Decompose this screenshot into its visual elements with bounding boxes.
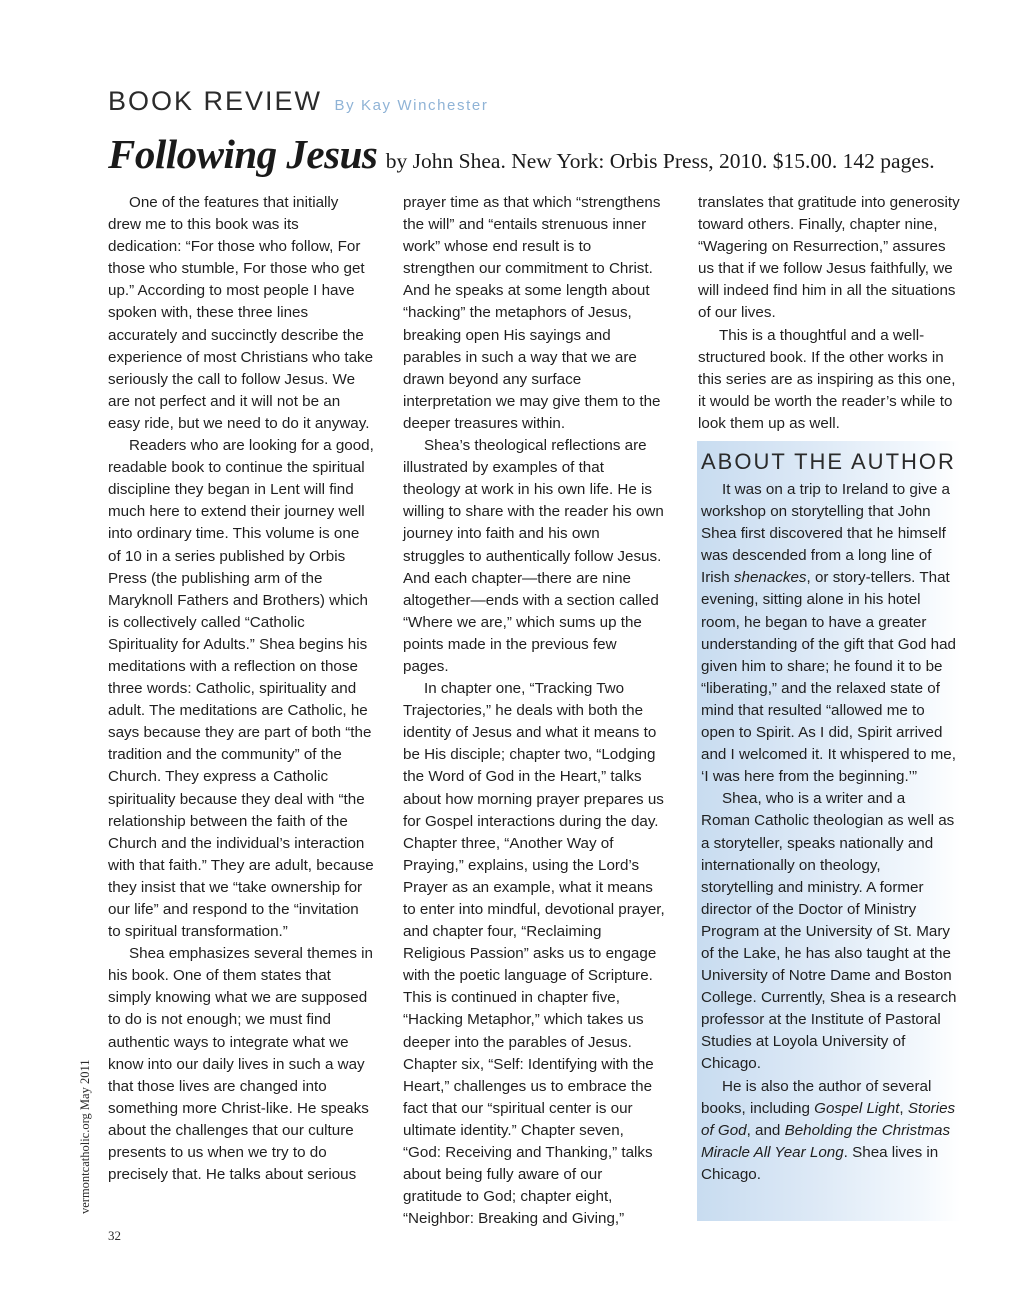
review-paragraph: This is a thoughtful and a well-structured book. If the other works in this series are as inspiring as this one, it would be worth the reader’s while to look them up as well.	[698, 326, 956, 432]
book-headline	[108, 130, 935, 178]
review-column-2	[403, 192, 665, 1230]
review-paragraph: prayer time as that which “strengthens the will” and “entails strenuous inner work” whose end result is to strengthen our commitment to Christ. And he speaks at some length about “hacking” the metaphors of Jesus, breaking open His sayings and parables in such a way that we are drawn beyond any surface interpretation we may give them to the deeper treasures within.	[403, 194, 661, 432]
section-title: BOOK REVIEW	[108, 86, 323, 116]
about-author-heading: ABOUT THE AUTHOR	[701, 449, 956, 474]
author-paragraph: He is also the author of several books, including Gospel Light, Stories of God, and Beholding the Christmas Miracle All Year Long. Shea lives in Chicago.	[701, 1077, 956, 1183]
review-column-1	[108, 192, 374, 1186]
review-paragraph: One of the features that initially drew me to this book was its dedication: “For those who follow, For those who stumble, For those who get up.” According to most people I have spoken with, these three lines accurately and succinctly describe the experience of most Christians who take seriously the call to follow Jesus. We are not perfect and it will not be an easy ride, but we need to do it anyway.	[108, 194, 374, 432]
review-paragraph: In chapter one, “Tracking Two Trajectories,” he deals with both the identity of Jesus and what it means to be His disciple; chapter two, “Lodging the Word of God in the Heart,” talks about how morning prayer prepares us for Gospel interactions during the day. Chapter three, “Another Way of Praying,” explains, using the Lord’s Prayer as an example, what it means to enter into mindful, devotional prayer, and chapter four, “Reclaiming Religious Passion” asks us to engage with the poetic language of Scripture. This is continued in chapter five, “Hacking Metaphor,” which takes us deeper into the parables of Jesus. Chapter six, “Self: Identifying with the Heart,” challenges us to embrace the fact that our “spiritual center is our ultimate identity.” Chapter seven, “God: Receiving and Thanking,” talks about being fully aware of our gratitude to God; chapter eight, “Neighbor: Breaking and Giving,”	[403, 680, 665, 1228]
about-author-text	[701, 479, 957, 1186]
review-column-3	[698, 192, 962, 435]
author-paragraph: Shea, who is a writer and a Roman Catholic theologian as well as a storyteller, speaks nationally and internationally on theology, storytelling and ministry. A former director of the Doctor of Ministry Program at the University of St. Mary of the Lake, he has also taught at the University of Notre Dame and Boston College. Currently, Shea is a research professor at the Institute of Pastoral Studies at Loyola University of Chicago.	[701, 790, 957, 1073]
review-paragraph: Shea’s theological reflections are illustrated by examples of that theology at work in his own life. He is willing to share with the reader his own journey into faith and his own struggles to authentically follow Jesus. And each chapter—there are nine altogether—ends with a section called “Where we are,” which sums up the points made in the previous few pages.	[403, 437, 664, 675]
review-paragraph: Readers who are looking for a good, readable book to continue the spiritual discipline they began in Lent will find much here to extend their journey well into ordinary time. This volume is one of 10 in a series published by Orbis Press (the publishing arm of the Maryknoll Fathers and Brothers) which is collectively called “Catholic Spirituality for Adults.” Shea begins his meditations with a reflection on those three words: Catholic, spirituality and adult. The meditations are Catholic, he says because they are part of both “the tradition and the community” of the Church. They express a Catholic spirituality because they deal with “the relationship between the faith of the Church and the individual’s interaction with that faith.” They are adult, because they insist that we “take ownership for our life” and respond to the “invitation to spiritual transformation.”	[108, 437, 374, 941]
page-number: 32	[108, 1228, 121, 1243]
author-byline: By Kay Winchester	[334, 97, 489, 114]
review-paragraph: translates that gratitude into generosity toward others. Finally, chapter nine, “Wagering on Resurrection,” assures us that if we follow Jesus faithfully, we will indeed find him in all the situations of our lives.	[698, 194, 960, 322]
publication-side-text: vermontcatholic.org May 2011	[78, 1059, 92, 1214]
review-header	[108, 86, 488, 117]
review-paragraph: Shea emphasizes several themes in his book. One of them states that simply knowing what we are supposed to do is not enough; we must find authentic ways to integrate what we know into our daily lives in such a way that those lives are changed into something more Christ-like. He speaks about the challenges that our culture presents to us when we try to do precisely that. He talks about serious	[108, 945, 373, 1184]
book-details: by John Shea. New York: Orbis Press, 2010. $15.00. 142 pages.	[385, 149, 935, 173]
book-title: Following Jesus	[108, 131, 378, 177]
author-paragraph: It was on a trip to Ireland to give a workshop on storytelling that John Shea first discovered that he himself was descended from a long line of Irish shenackes, or story-tellers. That evening, sitting alone in his hotel room, he began to have a greater understanding of the gift that God had given him to share; he found it to be “liberating,” and the relaxed state of mind that resulted “allowed me to open to Spirit. As I did, Spirit arrived and I welcomed it. It whispered to me, ‘I was here from the beginning.’”	[701, 481, 956, 786]
